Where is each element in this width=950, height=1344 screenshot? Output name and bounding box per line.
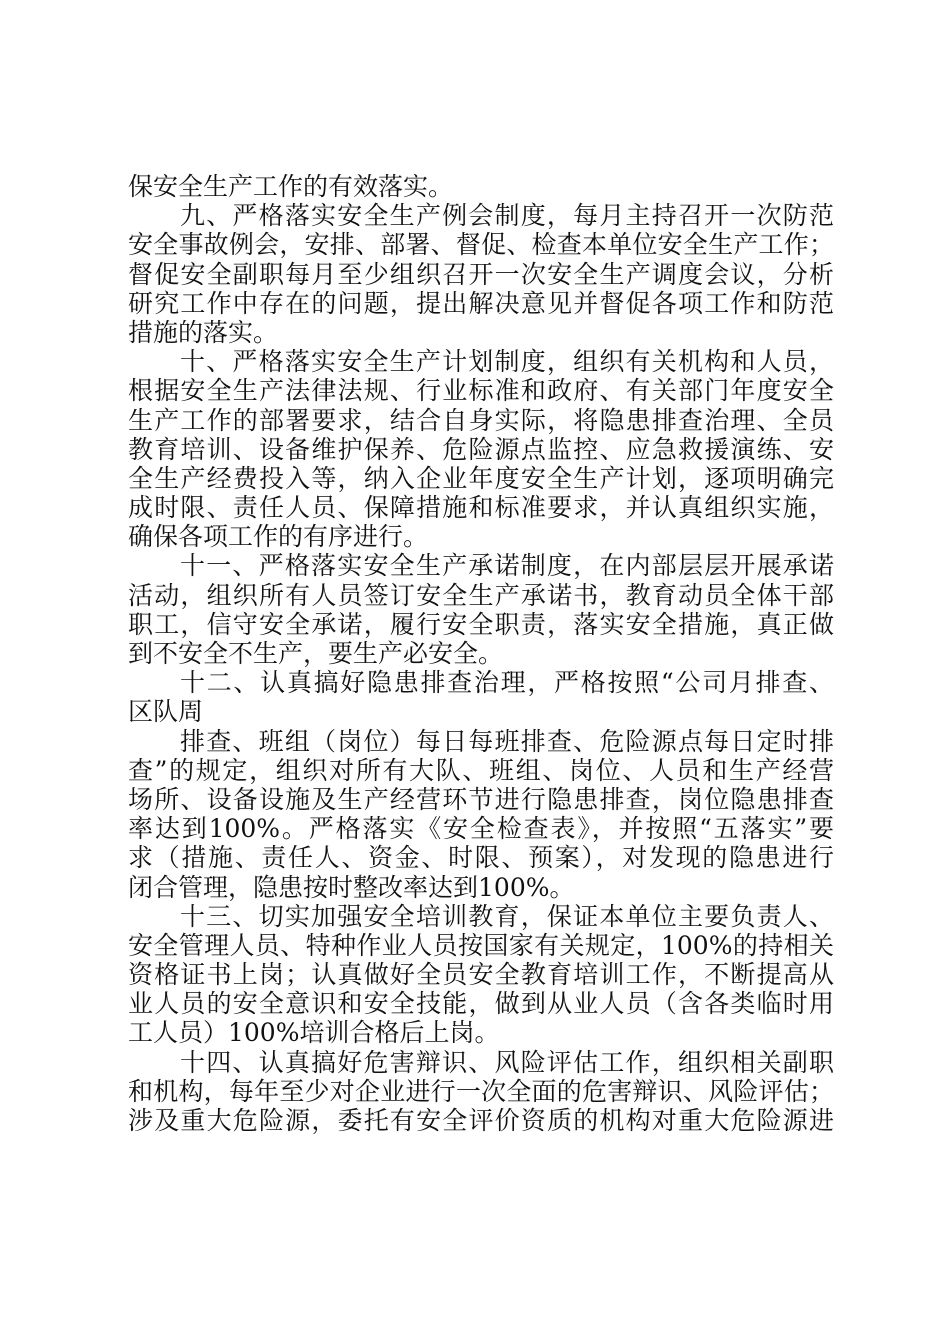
- text-line: 资格证书上岗；认真做好全员安全教育培训工作，不断提高从: [128, 960, 834, 990]
- text-line: 根据安全生产法律法规、行业标准和政府、有关部门年度安全: [128, 376, 834, 406]
- text-line: 场所、设备设施及生产经营环节进行隐患排查，岗位隐患排查: [128, 784, 834, 814]
- text-line: 安全事故例会，安排、部署、督促、检查本单位安全生产工作；: [128, 230, 834, 260]
- text-line: 职工，信守安全承诺，履行安全职责，落实安全措施，真正做: [128, 609, 834, 639]
- text-line: 督促安全副职每月至少组织召开一次安全生产调度会议，分析: [128, 259, 834, 289]
- text-line: 安全管理人员、特种作业人员按国家有关规定，100%的持相关: [128, 930, 834, 960]
- text-line: 涉及重大危险源，委托有安全评价资质的机构对重大危险源进: [128, 1106, 834, 1135]
- text-line: 十、严格落实安全生产计划制度，组织有关机构和人员，: [180, 347, 834, 377]
- text-line: 生产工作的部署要求，结合自身实际，将隐患排查治理、全员: [128, 405, 834, 435]
- text-line: 全生产经费投入等，纳入企业年度安全生产计划，逐项明确完: [128, 463, 834, 493]
- text-line: 确保各项工作的有序进行。: [128, 522, 429, 552]
- document-body: [128, 172, 834, 1135]
- text-line: 率达到100%。严格落实《安全检查表》，并按照“五落实”要: [128, 814, 834, 844]
- text-line: 活动，组织所有人员签订安全生产承诺书，教育动员全体干部: [128, 580, 834, 610]
- text-line: 教育培训、设备维护保养、危险源点监控、应急救援演练、安: [128, 434, 834, 464]
- text-line: 保安全生产工作的有效落实。: [128, 172, 454, 201]
- text-line: 研究工作中存在的问题，提出解决意见并督促各项工作和防范: [128, 288, 834, 318]
- text-line: 十一、严格落实安全生产承诺制度，在内部层层开展承诺: [180, 551, 834, 581]
- text-line: 到不安全不生产，要生产必安全。: [128, 639, 504, 668]
- text-line: 区队周: [128, 697, 204, 727]
- text-line: 排查、班组（岗位）每日每班排查、危险源点每日定时排: [180, 726, 834, 756]
- text-line: 九、严格落实安全生产例会制度，每月主持召开一次防范: [180, 201, 834, 231]
- text-line: 求（措施、责任人、资金、时限、预案），对发现的隐患进行: [128, 843, 834, 873]
- text-line: 查”的规定，组织对所有大队、班组、岗位、人员和生产经营: [128, 755, 834, 785]
- text-line: 十三、切实加强安全培训教育，保证本单位主要负责人、: [180, 901, 834, 931]
- text-line: 十四、认真搞好危害辩识、风险评估工作，组织相关副职: [180, 1047, 834, 1077]
- text-line: 成时限、责任人员、保障措施和标准要求，并认真组织实施，: [128, 493, 834, 523]
- text-line: 和机构，每年至少对企业进行一次全面的危害辩识、风险评估；: [128, 1076, 834, 1106]
- text-line: 业人员的安全意识和安全技能，做到从业人员（含各类临时用: [128, 989, 834, 1019]
- text-line: 措施的落实。: [128, 317, 279, 347]
- text-line: 十二、认真搞好隐患排查治理，严格按照“公司月排查、: [180, 668, 834, 698]
- text-line: 工人员）100%培训合格后上岗。: [128, 1018, 500, 1048]
- text-line: 闭合管理，隐患按时整改率达到100%。: [128, 872, 575, 902]
